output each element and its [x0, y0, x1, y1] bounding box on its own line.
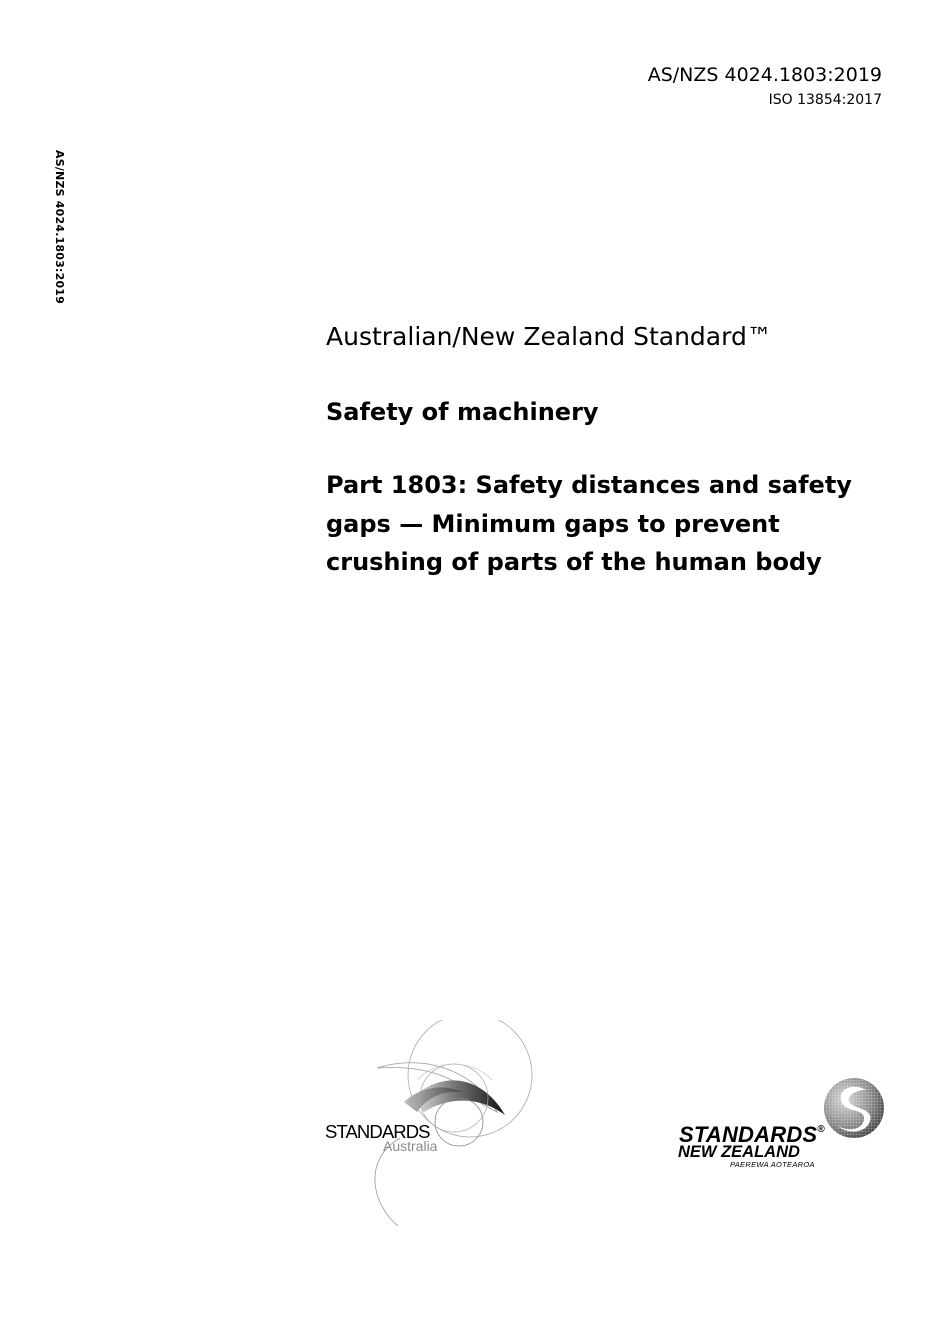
series-title: Safety of machinery [326, 398, 599, 426]
standards-nz-subtitle: PAEREWA AOTEAROA [730, 1160, 815, 1169]
standards-nz-logo [672, 1076, 887, 1176]
standard-type: Australian/New Zealand Standard™ [326, 322, 772, 351]
part-title-line: Part 1803: Safety distances and safety [326, 471, 852, 499]
part-title-line: crushing of parts of the human body [326, 548, 822, 576]
registered-mark: ® [817, 1124, 825, 1135]
standards-nz-word: STANDARDS [679, 1122, 818, 1147]
part-title-line: gaps — Minimum gaps to prevent [326, 509, 780, 538]
standards-australia-subtitle: Australia [383, 1138, 438, 1154]
standards-australia-wordmark: STANDARDS [325, 1121, 430, 1142]
standards-nz-s-icon [822, 1076, 886, 1140]
standard-number: AS/NZS 4024.1803:2019 [647, 64, 882, 86]
spine-label: AS/NZS 4024.1803:2019 [53, 150, 66, 305]
iso-number: ISO 13854:2017 [768, 92, 882, 108]
standards-nz-country: NEW ZEALAND [678, 1143, 800, 1161]
standards-australia-logo [322, 1020, 537, 1230]
part-title [326, 466, 886, 582]
